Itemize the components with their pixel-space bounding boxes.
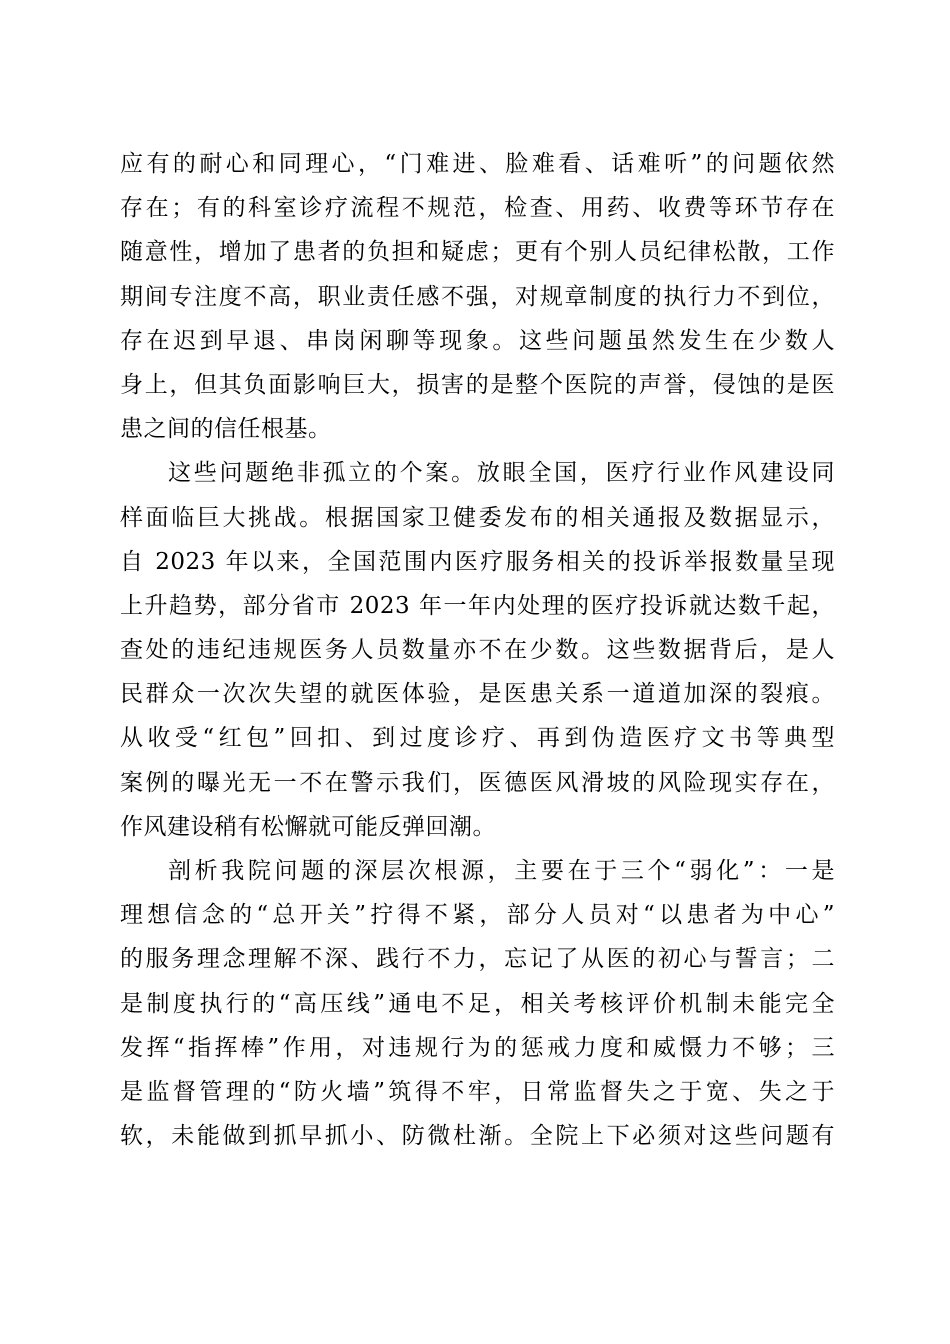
text-line: 的服务理念理解不深、践行不力，忘记了从医的初心与誓言；二 [120, 946, 835, 973]
text-line: 民群众一次次失望的就医体验，是医患关系一道道加深的裂痕。 [120, 681, 835, 708]
text-line: 发挥“指挥棒”作用，对违规行为的惩戒力度和威慑力不够；三 [120, 1034, 835, 1061]
text-line: 软，未能做到抓早抓小、防微杜渐。全院上下必须对这些问题有 [120, 1123, 835, 1150]
text-line: 案例的曝光无一不在警示我们，医德医风滑坡的风险现实存在， [120, 769, 835, 796]
text-line: 上升趋势，部分省市 2023 年一年内处理的医疗投诉就达数千起， [120, 592, 835, 619]
text-line: 理想信念的“总开关”拧得不紧，部分人员对“以患者为中心” [120, 902, 835, 929]
text-line: 从收受“红包”回扣、到过度诊疗、再到伪造医疗文书等典型 [120, 725, 835, 752]
text-line: 查处的违纪违规医务人员数量亦不在少数。这些数据背后，是人 [120, 637, 835, 664]
text-line: 是监督管理的“防火墙”筑得不牢，日常监督失之于宽、失之于 [120, 1078, 835, 1105]
text-line: 这些问题绝非孤立的个案。放眼全国，医疗行业作风建设同 [168, 460, 835, 487]
paragraph-3 [120, 849, 835, 1158]
paragraph-2 [120, 451, 835, 849]
text-line: 身上，但其负面影响巨大，损害的是整个医院的声誉，侵蚀的是医 [120, 371, 835, 398]
text-line: 应有的耐心和同理心，“门难进、脸难看、话难听”的问题依然 [120, 151, 835, 177]
text-line: 剖析我院问题的深层次根源，主要在于三个“弱化”：一是 [168, 858, 835, 884]
text-line: 是制度执行的“高压线”通电不足，相关考核评价机制未能完全 [120, 990, 835, 1017]
text-line: 样面临巨大挑战。根据国家卫健委发布的相关通报及数据显示， [120, 504, 835, 531]
text-line: 存在迟到早退、串岗闲聊等现象。这些问题虽然发生在少数人 [120, 327, 835, 354]
text-line: 患之间的信任根基。 [120, 416, 332, 443]
text-line: 存在；有的科室诊疗流程不规范，检查、用药、收费等环节存在 [120, 195, 835, 222]
text-line: 作风建设稍有松懈就可能反弹回潮。 [120, 813, 496, 840]
text-line: 自 2023 年以来，全国范围内医疗服务相关的投诉举报数量呈现 [120, 548, 835, 575]
text-line: 期间专注度不高，职业责任感不强，对规章制度的执行力不到位， [120, 283, 835, 310]
paragraph-1 [120, 142, 835, 451]
body-text [120, 142, 835, 1158]
text-line: 随意性，增加了患者的负担和疑虑；更有个别人员纪律松散，工作 [120, 239, 835, 266]
